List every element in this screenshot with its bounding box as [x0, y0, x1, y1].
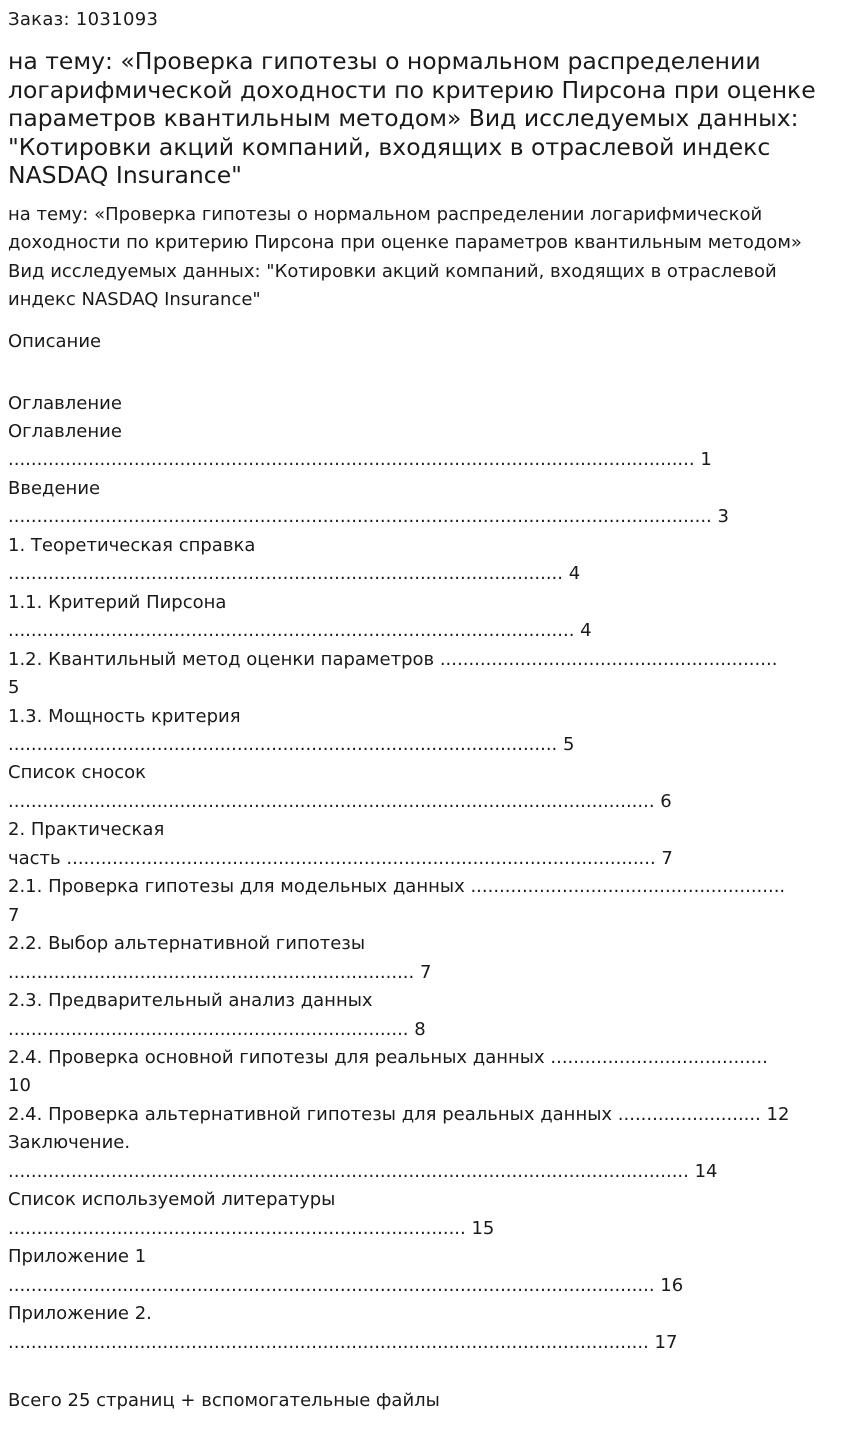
order-number: Заказ: 1031093: [8, 9, 159, 30]
toc-entry-title: 2.3. Предварительный анализ данных: [8, 990, 373, 1012]
description-label: Описание: [8, 331, 102, 352]
toc-entry: [8, 589, 840, 646]
toc-entry-title: 2.2. Выбор альтернативной гипотезы: [8, 933, 366, 955]
toc-entry: [8, 759, 840, 816]
toc-entry: [8, 418, 840, 475]
table-of-contents: [8, 418, 840, 1357]
toc-entry: [8, 1186, 840, 1243]
toc-entry: [8, 873, 840, 930]
toc-entry-leader: ........................................................................................................................... 3: [8, 506, 729, 528]
toc-entry-page: 5: [8, 677, 20, 699]
toc-entry-leader: ................................................................................................................ 17: [8, 1331, 678, 1353]
toc-entry-title: 1.1. Критерий Пирсона: [8, 591, 227, 613]
toc-entry-leader: ....................................................................... 7: [8, 961, 432, 983]
toc-entry-title: Приложение 1: [8, 1246, 147, 1268]
toc-entry-title: Заключение.: [8, 1132, 131, 1154]
toc-entry-title: 2. Практическая: [8, 819, 165, 841]
toc-entry-leader: ................................................................................................ 5: [8, 733, 575, 755]
toc-entry-title: Приложение 2.: [8, 1303, 152, 1325]
toc-entry-title: 1.2. Квантильный метод оценки параметров ...........................................................: [8, 648, 778, 670]
toc-entry: [8, 532, 840, 589]
toc-entry-leader: ................................................................................ 15: [8, 1217, 495, 1239]
toc-heading: Оглавление: [8, 393, 122, 414]
toc-entry: [8, 1243, 840, 1300]
toc-entry-leader: ................................................................................................................. 6: [8, 790, 672, 812]
toc-entry-title: Введение: [8, 477, 101, 499]
toc-entry: [8, 1044, 840, 1101]
toc-entry-page: 10: [8, 1075, 31, 1097]
toc-entry-title: 1. Теоретическая справка: [8, 534, 256, 556]
document-title: на тему: «Проверка гипотезы о нормальном распределении логарифмической доходности по критерию Пирсона при оценке параметров квантильным методом» Вид исследуемых данных: "Котировки акций компаний, входящих в отраслевой индекс NASDAQ Insurance": [8, 47, 816, 190]
toc-entry: [8, 987, 840, 1044]
toc-entry-title: Список используемой литературы: [8, 1189, 336, 1211]
toc-entry: [8, 475, 840, 532]
toc-entry-title: 1.3. Мощность критерия: [8, 705, 241, 727]
toc-entry-leader: ................................................................................................................. 16: [8, 1274, 684, 1296]
toc-entry: [8, 1101, 840, 1129]
toc-entry-leader: ...................................................................... 8: [8, 1018, 426, 1040]
toc-entry: [8, 703, 840, 760]
page-count-note: Всего 25 страниц + вспомогательные файлы: [8, 1390, 440, 1411]
toc-entry-title: 2.1. Проверка гипотезы для модельных данных .......................................................: [8, 876, 786, 898]
toc-entry-title: 2.4. Проверка основной гипотезы для реальных данных ......................................: [8, 1046, 768, 1068]
toc-entry-page: 7: [8, 904, 20, 926]
toc-entry-title: Оглавление: [8, 421, 122, 442]
toc-entry-leader: ........................................................................................................................ 1: [8, 449, 712, 471]
toc-entry: [8, 1129, 840, 1186]
toc-entry-title: 2.4. Проверка альтернативной гипотезы для реальных данных ......................... 12: [8, 1103, 790, 1125]
document-subtitle: на тему: «Проверка гипотезы о нормальном распределении логарифмической доходности по критерию Пирсона при оценке параметров квантильным методом» Вид исследуемых данных: "Котировки акций компаний, входящих в отраслевой индекс NASDAQ Insurance": [8, 204, 802, 310]
toc-entry-leader: ................................................................................................. 4: [8, 563, 581, 585]
toc-entry-leader: ....................................................................................................................... 14: [8, 1160, 718, 1182]
toc-entry-leader: часть ....................................................................................................... 7: [8, 847, 673, 869]
toc-entry: [8, 930, 840, 987]
toc-entry: [8, 816, 840, 873]
toc-entry: [8, 646, 840, 703]
toc-entry-leader: ................................................................................................... 4: [8, 620, 592, 642]
toc-entry: [8, 1300, 840, 1357]
toc-entry-title: Список сносок: [8, 762, 146, 784]
